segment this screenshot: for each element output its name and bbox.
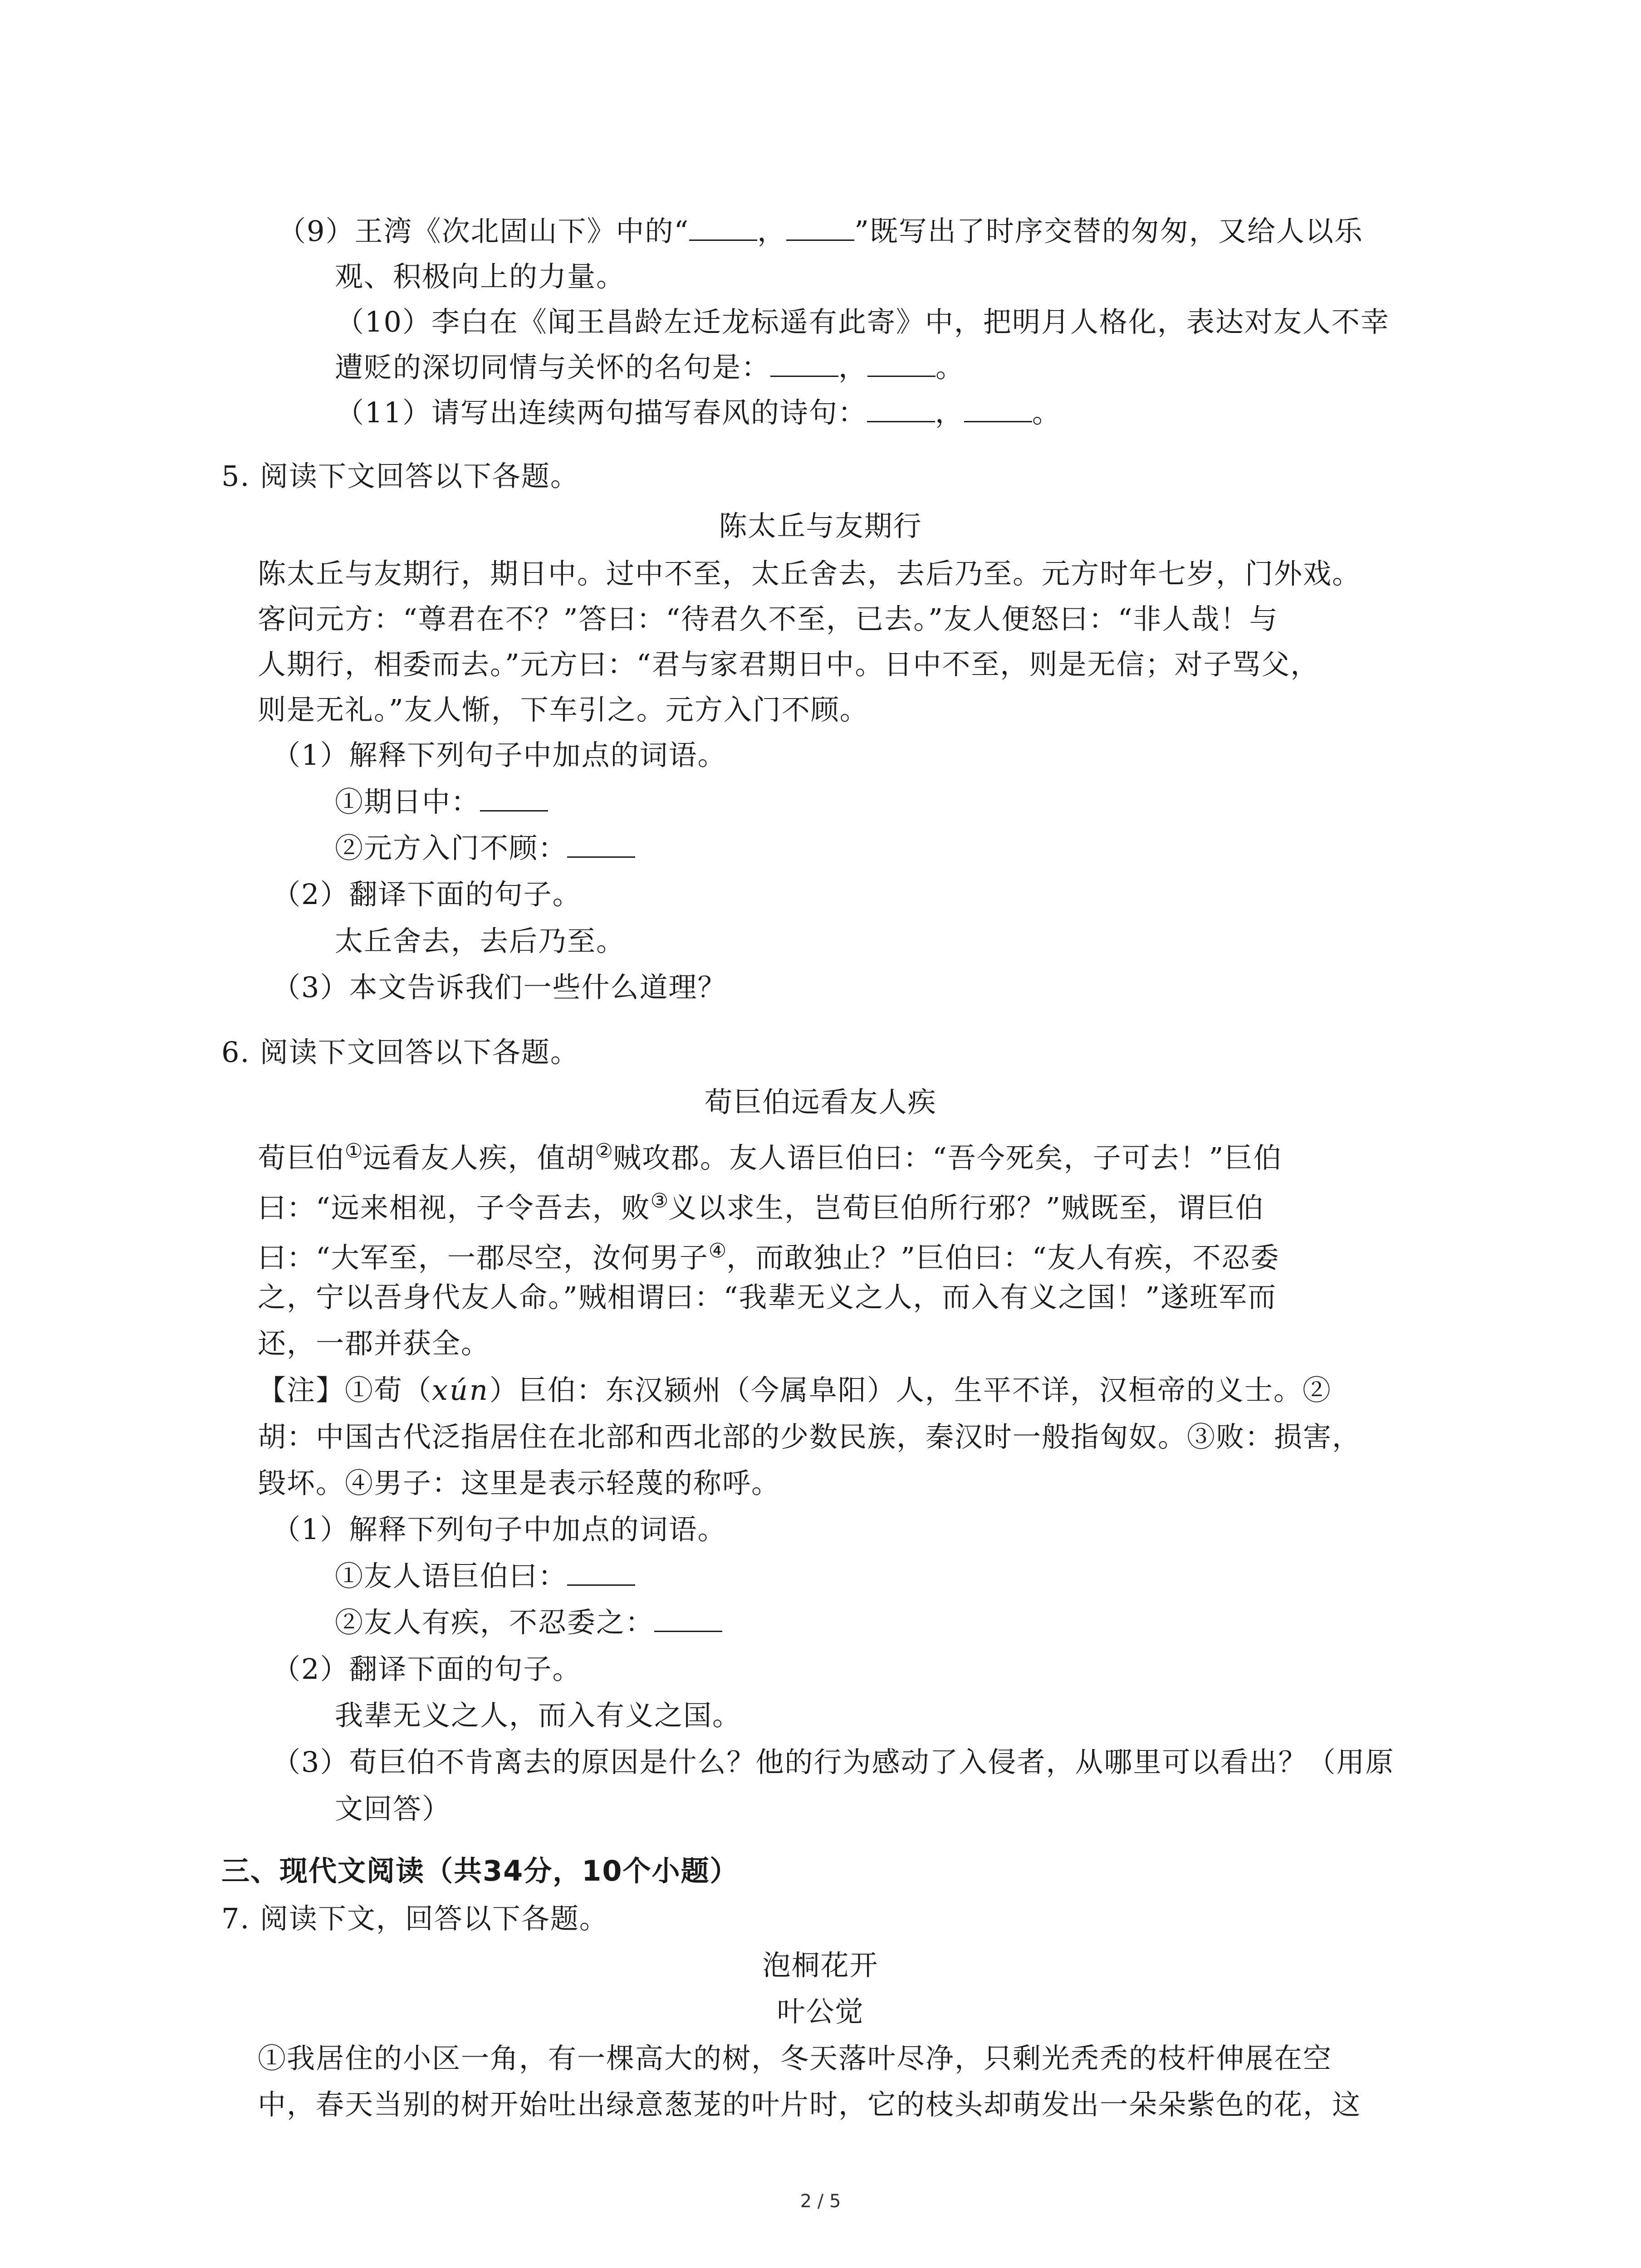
answer-blank[interactable] (567, 830, 635, 858)
q4-item9-line1: （9）王湾《次北固山下》中的“ ， ”既写出了时序交替的匆匆，又给人以乐 (278, 213, 1363, 249)
q6-passage-line: 荀巨伯①远看友人疾，值胡②贼攻郡。友人语巨伯曰：“吾今死矣，子可去！”巨伯 (258, 1139, 1283, 1174)
q5-sub1-a: ①期日中： (335, 784, 548, 820)
q5-passage-line: 则是无礼。”友人惭，下车引之。元方入门不顾。 (258, 693, 869, 726)
q5-passage-line: 客问元方：“尊君在不？”答曰：“待君久不至，已去。”友人便怒曰：“非人哉！与 (258, 602, 1279, 635)
q5-sub1: （1）解释下列句子中加点的词语。 (272, 738, 727, 772)
q5-passage-line: 陈太丘与友期行，期日中。过中不至，太丘舍去，去后乃至。元方时年七岁，门外戏。 (258, 557, 1362, 590)
q7-author: 叶公觉 (777, 1995, 864, 2028)
q6-sub1: （1）解释下列句子中加点的词语。 (272, 1513, 727, 1546)
answer-blank[interactable] (964, 395, 1032, 422)
footnote-marker: ① (345, 1139, 363, 1163)
q6-title: 荀巨伯远看友人疾 (704, 1085, 937, 1119)
answer-blank[interactable] (867, 349, 936, 377)
q6-sub1-a: ①友人语巨伯曰： (335, 1558, 635, 1594)
q6-note-line: 【注】①荀（xún）巨伯：东汉颍州（今属阜阳）人，生平不详，汉桓帝的义士。② (258, 1374, 1332, 1407)
q5-sub3: （3）本文告诉我们一些什么道理？ (272, 971, 727, 1004)
q6-sub2: （2）翻译下面的句子。 (272, 1652, 582, 1686)
answer-blank[interactable] (867, 395, 935, 422)
q6-sub1-b: ②友人有疾，不忍委之： (335, 1604, 722, 1641)
q6-passage-line: 还，一郡并获全。 (258, 1327, 490, 1360)
answer-blank[interactable] (480, 784, 548, 811)
q5-title: 陈太丘与友期行 (719, 509, 922, 543)
q6-sub2-sentence: 我辈无义之人，而入有义之国。 (335, 1699, 742, 1732)
answer-blank[interactable] (786, 213, 854, 241)
q5-sub2-sentence: 太丘舍去，去后乃至。 (335, 924, 626, 958)
q7-title: 泡桐花开 (762, 1949, 879, 1982)
footnote-marker: ③ (650, 1189, 669, 1212)
q5-heading: 5. 阅读下文回答以下各题。 (221, 459, 579, 493)
q5-sub2: （2）翻译下面的句子。 (272, 878, 582, 911)
answer-blank[interactable] (654, 1604, 722, 1632)
q6-note-line: 毁坏。④男子：这里是表示轻蔑的称呼。 (258, 1466, 781, 1500)
q4-item10-line2: 遭贬的深切同情与关怀的名句是： ， 。 (335, 349, 965, 386)
q6-note-line: 胡：中国古代泛指居住在北部和西北部的少数民族，秦汉时一般指匈奴。③败：损害， (258, 1420, 1362, 1453)
q7-passage-line: ①我居住的小区一角，有一棵高大的树，冬天落叶尽净，只剩光秃秃的枝杆伸展在空 (258, 2042, 1332, 2075)
q6-heading: 6. 阅读下文回答以下各题。 (221, 1036, 579, 1069)
section-title: 三、现代文阅读（共34分，10个小题） (221, 1854, 739, 1887)
q5-passage-line: 人期行，相委而去。”元方曰：“君与家君期日中。日中不至，则是无信；对子骂父， (258, 648, 1320, 681)
q5-sub1-b: ②元方入门不顾： (335, 830, 635, 866)
q7-heading: 7. 阅读下文，回答以下各题。 (221, 1902, 608, 1935)
page-number: 2 / 5 (800, 2191, 841, 2212)
footnote-marker: ② (595, 1139, 613, 1163)
q6-sub3-line1: （3）荀巨伯不肯离去的原因是什么？他的行为感动了入侵者，从哪里可以看出？（用原 (272, 1745, 1395, 1779)
answer-blank[interactable] (567, 1558, 635, 1586)
q4-item11: （11）请写出连续两句描写春风的诗句： ， 。 (336, 395, 1061, 431)
q6-passage-line: 之，宁以吾身代友人命。”贼相谓曰：“我辈无义之人，而入有义之国！”遂班军而 (258, 1281, 1277, 1314)
pinyin: xún (432, 1374, 490, 1407)
q6-sub3-line2: 文回答） (335, 1792, 451, 1825)
q6-passage-line: 曰：“远来相视，子令吾去，败③义以求生，岂荀巨伯所行邪？”贼既至，谓巨伯 (258, 1189, 1264, 1224)
answer-blank[interactable] (689, 213, 757, 241)
q4-item9-line2: 观、积极向上的力量。 (335, 260, 626, 293)
q7-passage-line: 中，春天当别的树开始吐出绿意葱茏的叶片时，它的枝头却萌发出一朵朵紫色的花，这 (258, 2088, 1362, 2121)
q6-passage-line: 曰：“大军至，一郡尽空，汝何男子④，而敢独止？”巨伯曰：“友人有疾，不忍委 (258, 1239, 1280, 1274)
answer-blank[interactable] (770, 349, 838, 377)
footnote-marker: ④ (708, 1239, 727, 1262)
q4-item10-line1: （10）李白在《闻王昌龄左迁龙标遥有此寄》中，把明月人格化，表达对友人不幸 (336, 305, 1390, 338)
